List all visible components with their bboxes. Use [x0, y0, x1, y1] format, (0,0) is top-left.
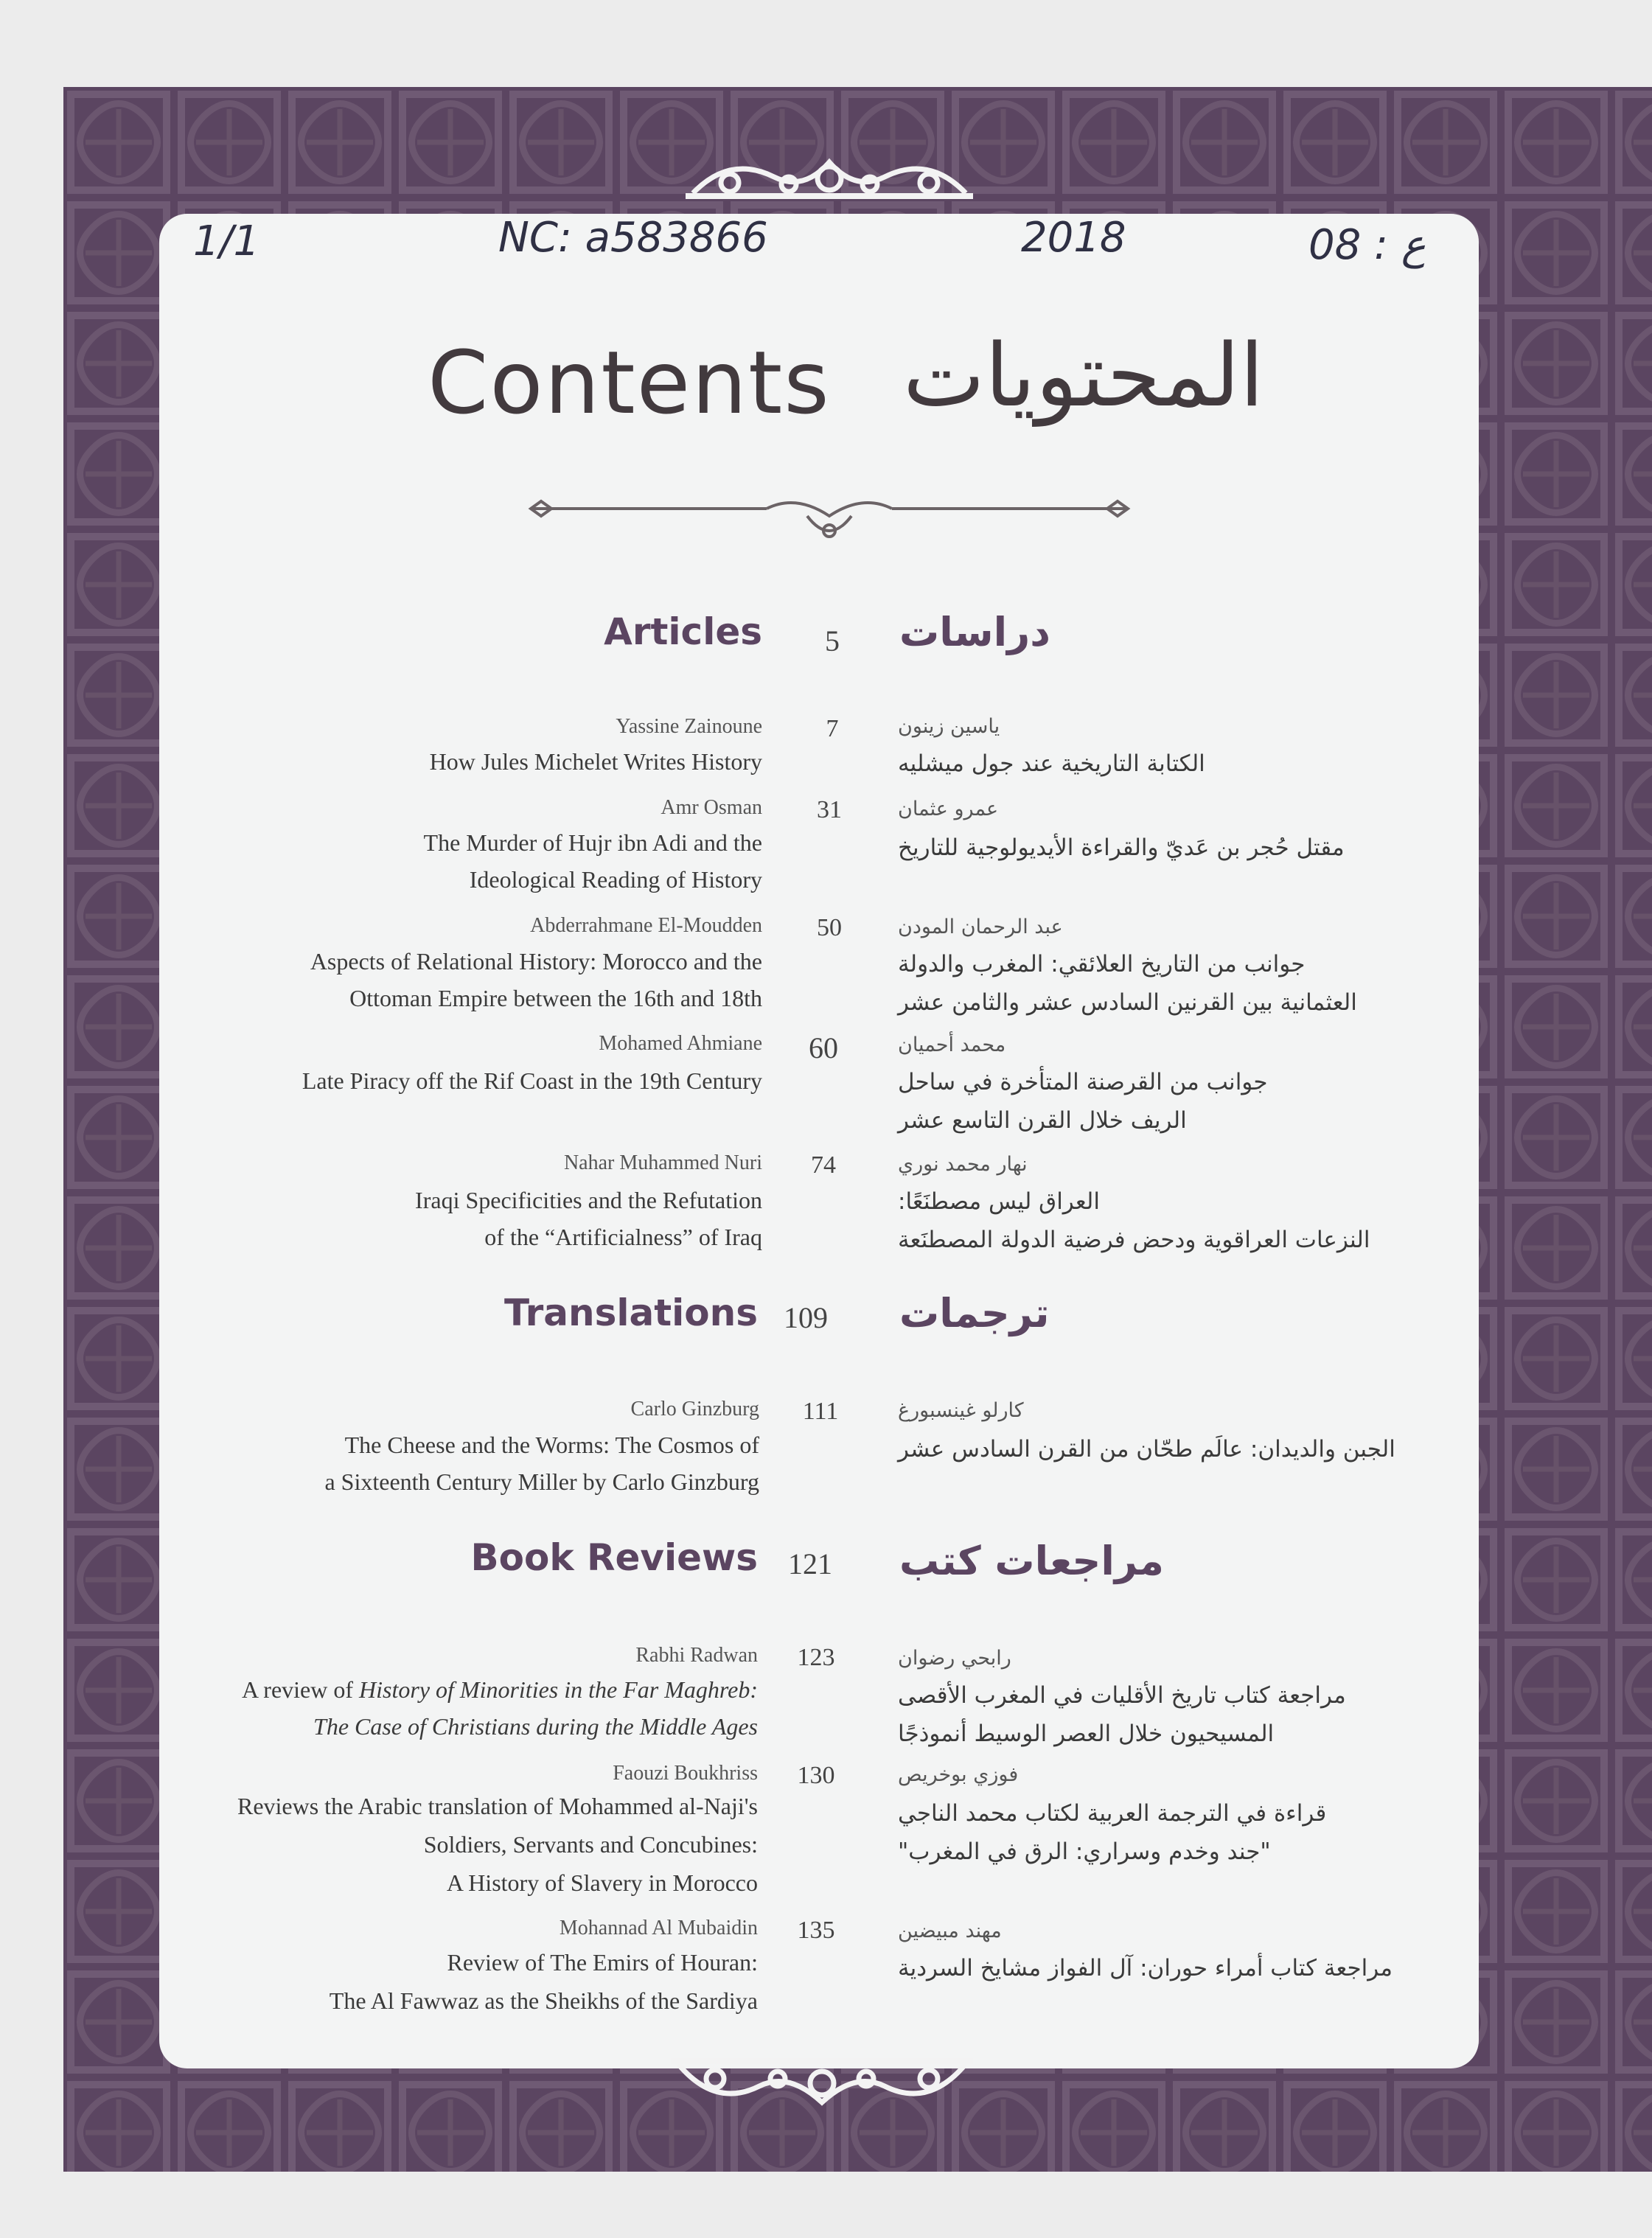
handwritten-code: 08 : ع: [1308, 221, 1426, 269]
author-english: Mohannad Al Mubaidin: [559, 1917, 758, 1939]
section-title-articles: Articles: [604, 610, 762, 653]
section-title-translations-arabic: ترجمات: [899, 1290, 1050, 1336]
page-number: 130: [797, 1762, 835, 1789]
review-title-english: Soldiers, Servants and Concubines:: [423, 1831, 758, 1858]
page-number: 60: [809, 1031, 838, 1064]
article-title-english: Late Piracy off the Rif Coast in the 19th Century: [302, 1067, 762, 1094]
article-title-arabic: العثمانية بين القرنين السادس عشر والثامن عشر: [898, 989, 1357, 1016]
author-english: Yassine Zainoune: [616, 715, 762, 738]
article-title-english: of the “Artificialness” of Iraq: [484, 1224, 762, 1250]
review-title-english: The Al Fawwaz as the Sheikhs of the Sardiya: [329, 1987, 758, 2014]
translation-title-english: a Sixteenth Century Miller by Carlo Ginzburg: [324, 1468, 759, 1495]
handwritten-nc-code: NC: a583866: [498, 214, 768, 262]
article-title-english: Ottoman Empire between the 16th and 18th: [349, 985, 762, 1011]
author-english: Rabhi Radwan: [635, 1644, 758, 1667]
section-title-translations: Translations: [504, 1291, 758, 1334]
review-title-english: A History of Slavery in Morocco: [446, 1869, 758, 1896]
section-title-book-reviews-arabic: مراجعات كتب: [899, 1538, 1164, 1584]
divider-ornament: [516, 487, 1143, 553]
review-title-arabic: مراجعة كتاب تاريخ الأقليات في المغرب الأقصى: [898, 1682, 1346, 1709]
author-arabic: نهار محمد نوري: [898, 1153, 1028, 1176]
page-number-articles: 5: [825, 624, 840, 658]
article-title-arabic: مقتل حُجر بن عَديّ والقراءة الأيديولوجية للتاريخ: [898, 834, 1345, 861]
author-english: Amr Osman: [661, 796, 762, 819]
author-english: Abderrahmane El-Moudden: [530, 914, 762, 937]
handwritten-year: 2018: [1021, 214, 1126, 262]
review-title-arabic: قراءة في الترجمة العربية لكتاب محمد الناجي: [898, 1800, 1327, 1827]
article-title-english: How Jules Michelet Writes History: [429, 748, 762, 775]
page-number: 111: [802, 1398, 839, 1425]
author-arabic: مهند مبيضين: [898, 1920, 1002, 1942]
review-title-english: Reviews the Arabic translation of Mohammed al-Naji's: [237, 1793, 758, 1819]
author-arabic: كارلو غينسبورغ: [898, 1399, 1024, 1422]
article-title-arabic: جوانب من التاريخ العلائقي: المغرب والدولة: [898, 951, 1306, 977]
review-title-english: Review of The Emirs of Houran:: [447, 1949, 758, 1976]
review-book-title: History of Minorities in the Far Maghreb:: [359, 1676, 758, 1703]
translation-title-arabic: الجبن والديدان: عالَم طحّان من القرن السادس عشر: [898, 1436, 1395, 1463]
article-title-english: Ideological Reading of History: [469, 866, 762, 893]
author-arabic: رابحي رضوان: [898, 1647, 1011, 1670]
page-number-book-reviews: 121: [788, 1547, 832, 1580]
author-arabic: فوزي بوخريص: [898, 1763, 1019, 1786]
page-title-arabic: المحتويات: [903, 324, 1264, 426]
article-title-arabic: الكتابة التاريخية عند جول ميشليه: [898, 750, 1205, 777]
author-arabic: محمد أحميان: [898, 1033, 1006, 1056]
article-title-arabic: النزعات العراقوية ودحض فرضية الدولة المصطنَعة: [898, 1227, 1370, 1253]
article-title-arabic: جوانب من القرصنة المتأخرة في ساحل: [898, 1069, 1268, 1095]
page-number: 7: [826, 715, 839, 742]
bottom-ornament: [671, 2049, 973, 2116]
page-number: 123: [797, 1644, 835, 1671]
author-arabic: عمرو عثمان: [898, 798, 999, 820]
author-arabic: ياسين زينون: [898, 715, 1000, 738]
author-english: Mohamed Ahmiane: [599, 1032, 762, 1055]
page-number: 74: [811, 1151, 836, 1179]
review-book-title: The Case of Christians during the Middle Ages: [313, 1713, 758, 1740]
review-title-arabic: المسيحيون خلال العصر الوسيط أنموذجًا: [898, 1721, 1275, 1747]
handwritten-number: 1/1: [193, 217, 260, 265]
section-title-articles-arabic: دراسات: [899, 609, 1050, 655]
author-english: Carlo Ginzburg: [630, 1398, 759, 1420]
translation-title-english: The Cheese and the Worms: The Cosmos of: [344, 1432, 759, 1458]
article-title-arabic: الريف خلال القرن التاسع عشر: [898, 1107, 1187, 1134]
author-english: Nahar Muhammed Nuri: [563, 1151, 762, 1174]
author-arabic: عبد الرحمان المودن: [898, 916, 1063, 938]
review-title-english: [242, 1676, 758, 1704]
article-title-english: Iraqi Specificities and the Refutation: [415, 1187, 762, 1213]
page-number: 31: [817, 796, 842, 823]
review-title-arabic: "جند وخدم وسراري: الرق في المغرب": [898, 1838, 1271, 1865]
page-number: 135: [797, 1917, 835, 1944]
section-title-book-reviews: Book Reviews: [470, 1536, 758, 1579]
top-ornament: [686, 147, 973, 206]
review-prefix: A review of: [241, 1676, 360, 1703]
page-number: 50: [817, 914, 842, 941]
page-title-english: Contents: [428, 332, 831, 433]
review-title-arabic: مراجعة كتاب أمراء حوران: آل الفواز مشايخ السردية: [898, 1955, 1393, 1981]
article-title-arabic: العراق ليس مصطنَعًا:: [898, 1188, 1100, 1215]
page-number-translations: 109: [784, 1301, 828, 1334]
article-title-english: The Murder of Hujr ibn Adi and the: [423, 829, 762, 856]
author-english: Faouzi Boukhriss: [613, 1762, 758, 1785]
article-title-english: Aspects of Relational History: Morocco and the: [310, 948, 762, 975]
